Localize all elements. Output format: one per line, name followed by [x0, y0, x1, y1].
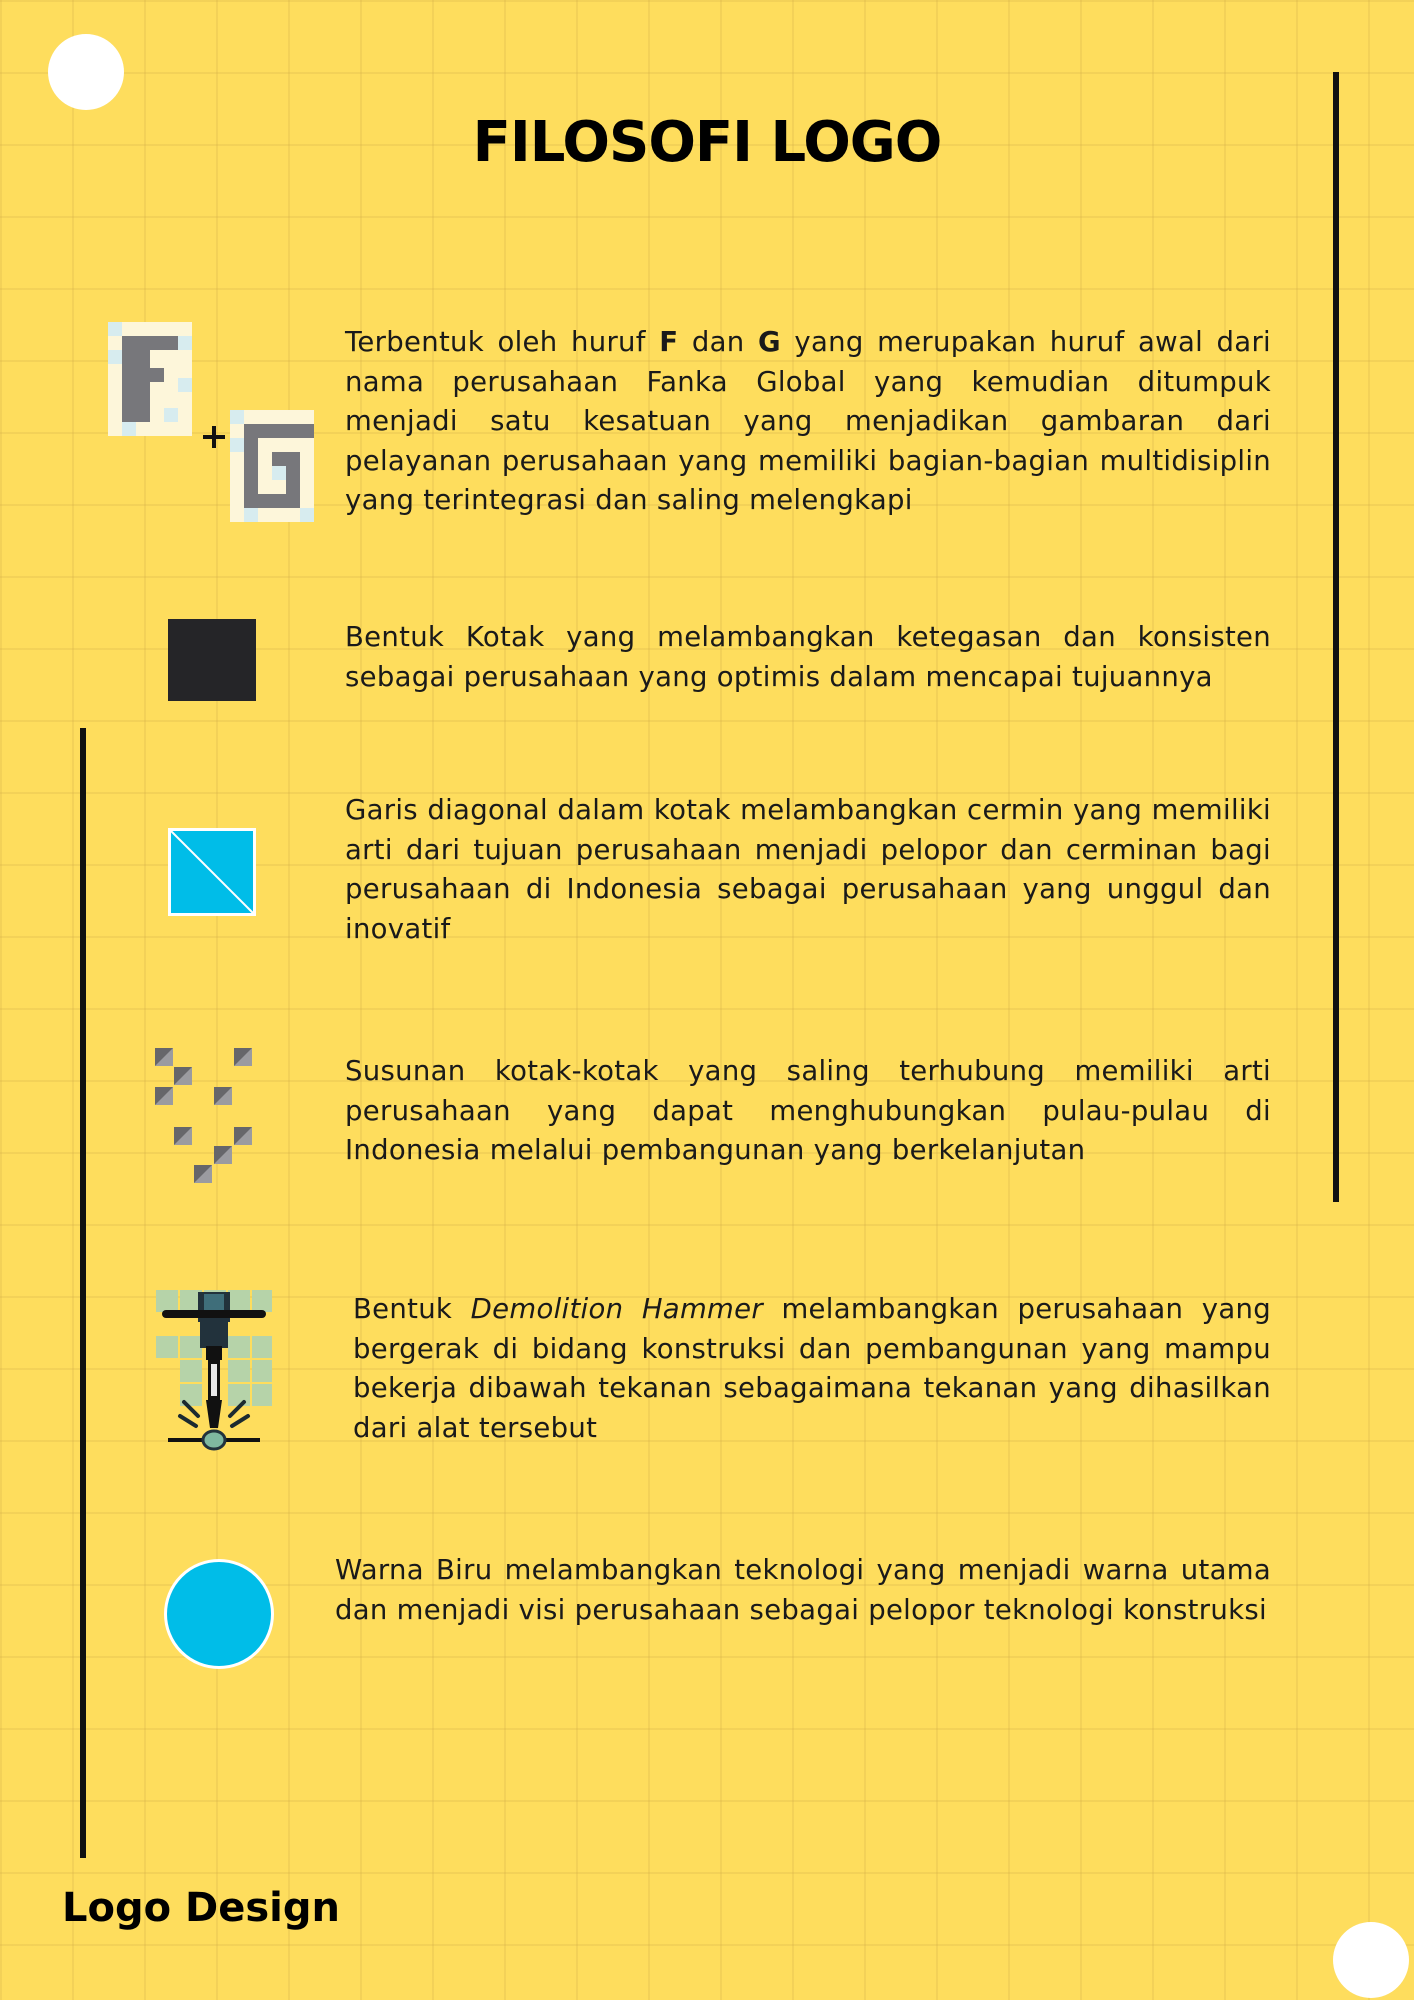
hammer-text-italic: Demolition Hammer [470, 1293, 763, 1325]
page-title: FILOSOFI LOGO [472, 110, 942, 175]
demolition-hammer-icon [154, 1288, 274, 1458]
diagonal-square-icon [168, 828, 256, 916]
dark-square-icon [168, 619, 256, 701]
letters-f-plus-g-icon [108, 322, 314, 522]
letter-f: F [659, 326, 679, 358]
section-diagonal-text: Garis diagonal dalam kotak melambangkan cermin yang memiliki arti dari tujuan perusahaan menjadi pelopor dan cerminan bagi perusahaan di Indonesia sebagai perusahaan yang unggul dan inovatif [345, 794, 1271, 945]
hammer-text-after: melambangkan perusahaan yang bergerak di bidang konstruksi dan pembangunan yang mampu bekerja dibawah tekanan sebagaimana tekanan yang dihasilkan dari alat tersebut [353, 1293, 1271, 1444]
right-vertical-line [1333, 72, 1339, 1202]
section-hammer-text [353, 1290, 1271, 1448]
footer-logo-design: Logo Design [62, 1885, 340, 1931]
left-vertical-line [80, 728, 86, 1858]
text-before-f: Terbentuk oleh huruf [345, 326, 660, 358]
section-square-text: Bentuk Kotak yang melambangkan ketegasan dan konsisten sebagai perusahaan yang optimis dalam mencapai tujuannya [345, 621, 1271, 693]
section-connected-text: Susunan kotak-kotak yang saling terhubung memiliki arti perusahaan yang dapat menghubungkan pulau-pulau di Indonesia melalui pembangunan yang berkelanjutan [345, 1055, 1271, 1166]
text-between: dan [678, 326, 758, 358]
letter-g: G [758, 326, 781, 358]
blue-circle-icon [164, 1559, 274, 1669]
connected-squares-icon [154, 1046, 254, 1186]
section-f-g-text [345, 323, 1271, 521]
bottom-right-circle [1333, 1922, 1409, 1998]
top-left-circle [48, 34, 124, 110]
section-blue-text: Warna Biru melambangkan teknologi yang menjadi warna utama dan menjadi visi perusahaan sebagai pelopor teknologi konstruksi [335, 1554, 1271, 1626]
text-after-g: yang merupakan huruf awal dari nama perusahaan Fanka Global yang kemudian ditumpuk menjadi satu kesatuan yang menjadikan gambaran dari pelayanan perusahaan yang memiliki bagian-bagian multidisiplin yang terintegrasi dan saling melengkapi [345, 326, 1271, 516]
hammer-text-before: Bentuk [353, 1293, 471, 1325]
